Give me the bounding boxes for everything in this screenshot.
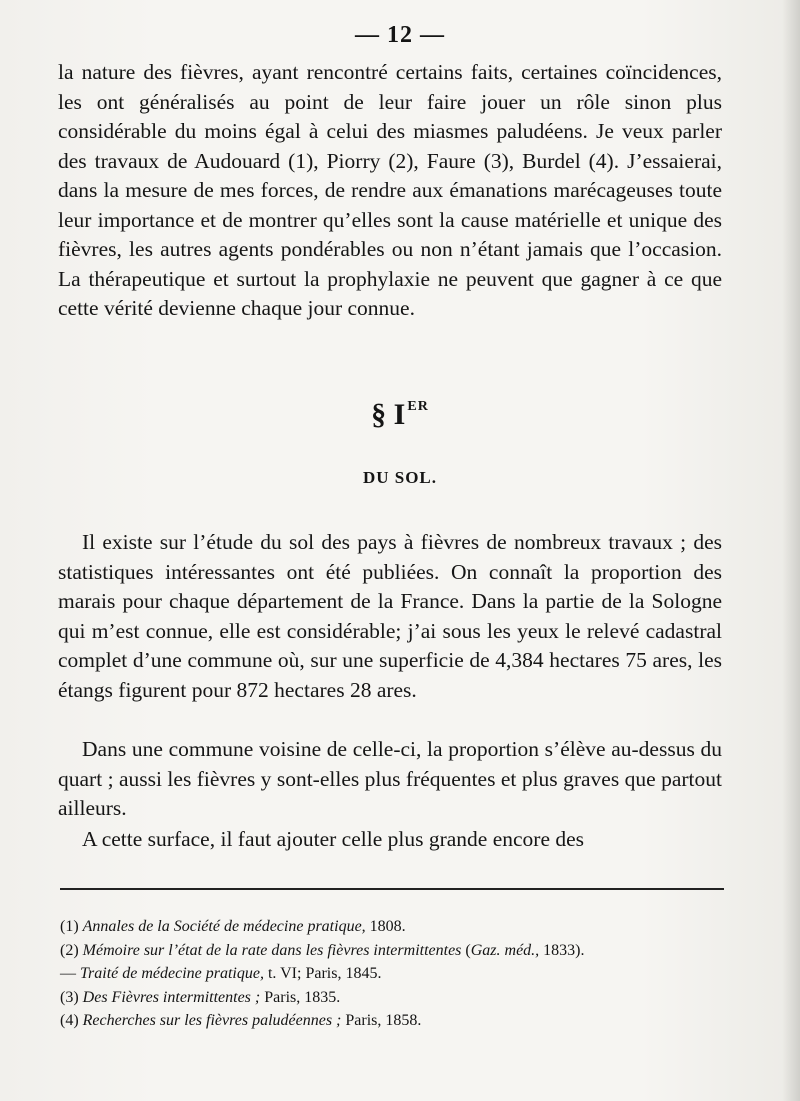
page-edge-shadow: [782, 0, 800, 1101]
footnote-journal: Gaz. méd.,: [470, 941, 540, 959]
footnote-details: 1808.: [365, 918, 406, 935]
paragraph-surface: A cette surface, il faut ajouter celle plus grande encore des: [82, 827, 585, 851]
footnote-number: (1): [60, 918, 79, 935]
footnote-1: [60, 915, 728, 939]
section-heading: [0, 398, 800, 432]
footnote-title: Recherches sur les fièvres paludéennes ;: [82, 1012, 342, 1029]
footnote-4: [60, 1009, 728, 1033]
paragraph-intro: la nature des fièvres, ayant rencontré certains faits, certaines coïncidences, les ont généralisés au point de leur faire jouer un rôle sinon plus considérable du moins égal à celui des miasmes paludéens. Je veux parler des travaux de Audouard (1), Piorry (2), Faure (3), Burdel (4). J’essaierai, dans la mesure de mes forces, de rendre aux émanations marécageuses toute leur importance et de montrer qu’elles sont la cause matérielle et unique des fièvres, les autres agents pondérables ou non n’étant jamais que l’occasion. La thérapeutique et surtout la prophylaxie ne peuvent que gagner à ce que cette vérité devienne chaque jour connue.: [58, 60, 722, 320]
footnote-number: (2): [60, 941, 79, 959]
footnote-number: (4): [60, 1012, 79, 1029]
section-mark: § I: [371, 398, 406, 431]
footnote-3: [60, 986, 728, 1010]
footnote-number: (3): [60, 988, 79, 1006]
footnote-title: Mémoire sur l’état de la rate dans les fièvres intermittentes: [82, 941, 462, 959]
footnote-dash: —: [60, 965, 76, 982]
footnote-title: Des Fièvres intermittentes ;: [82, 988, 261, 1006]
footnotes: [60, 915, 728, 1033]
footnote-title: Traité de médecine pratique,: [80, 965, 264, 982]
footnote-details: t. VI; Paris, 1845.: [263, 965, 382, 982]
footnote-divider: [60, 888, 724, 890]
paragraph-neighbor-commune: Dans une commune voisine de celle-ci, la proportion s’élève au-dessus du quart ; aussi les fièvres y sont-elles plus fréquentes et plus graves que partout ailleurs.: [58, 737, 722, 820]
footnote-2: [60, 939, 728, 963]
footnote-details: Paris, 1835.: [260, 988, 341, 1006]
paragraph-soil-studies: Il existe sur l’étude du sol des pays à fièvres de nombreux travaux ; des statistiques intéressantes ont été publiées. On connaît la proportion des marais pour chaque département de la France. Dans la partie de la Sologne qui m’est connue, elle est considérable; j’ai sous les yeux le relevé cadastral complet d’une commune où, sur une superficie de 4,384 hectares 75 ares, les étangs figurent pour 872 hectares 28 ares.: [58, 530, 722, 702]
footnote-details: (: [461, 941, 471, 959]
footnote-details: Paris, 1858.: [341, 1012, 422, 1029]
section-mark-superscript: ER: [407, 399, 429, 414]
page-number: — 12 —: [355, 22, 445, 48]
footnote-year: 1833).: [539, 941, 585, 959]
footnote-2-continued: [60, 962, 728, 986]
footnote-title: Annales de la Société de médecine pratique,: [82, 918, 366, 935]
section-title: DU SOL.: [362, 468, 438, 487]
